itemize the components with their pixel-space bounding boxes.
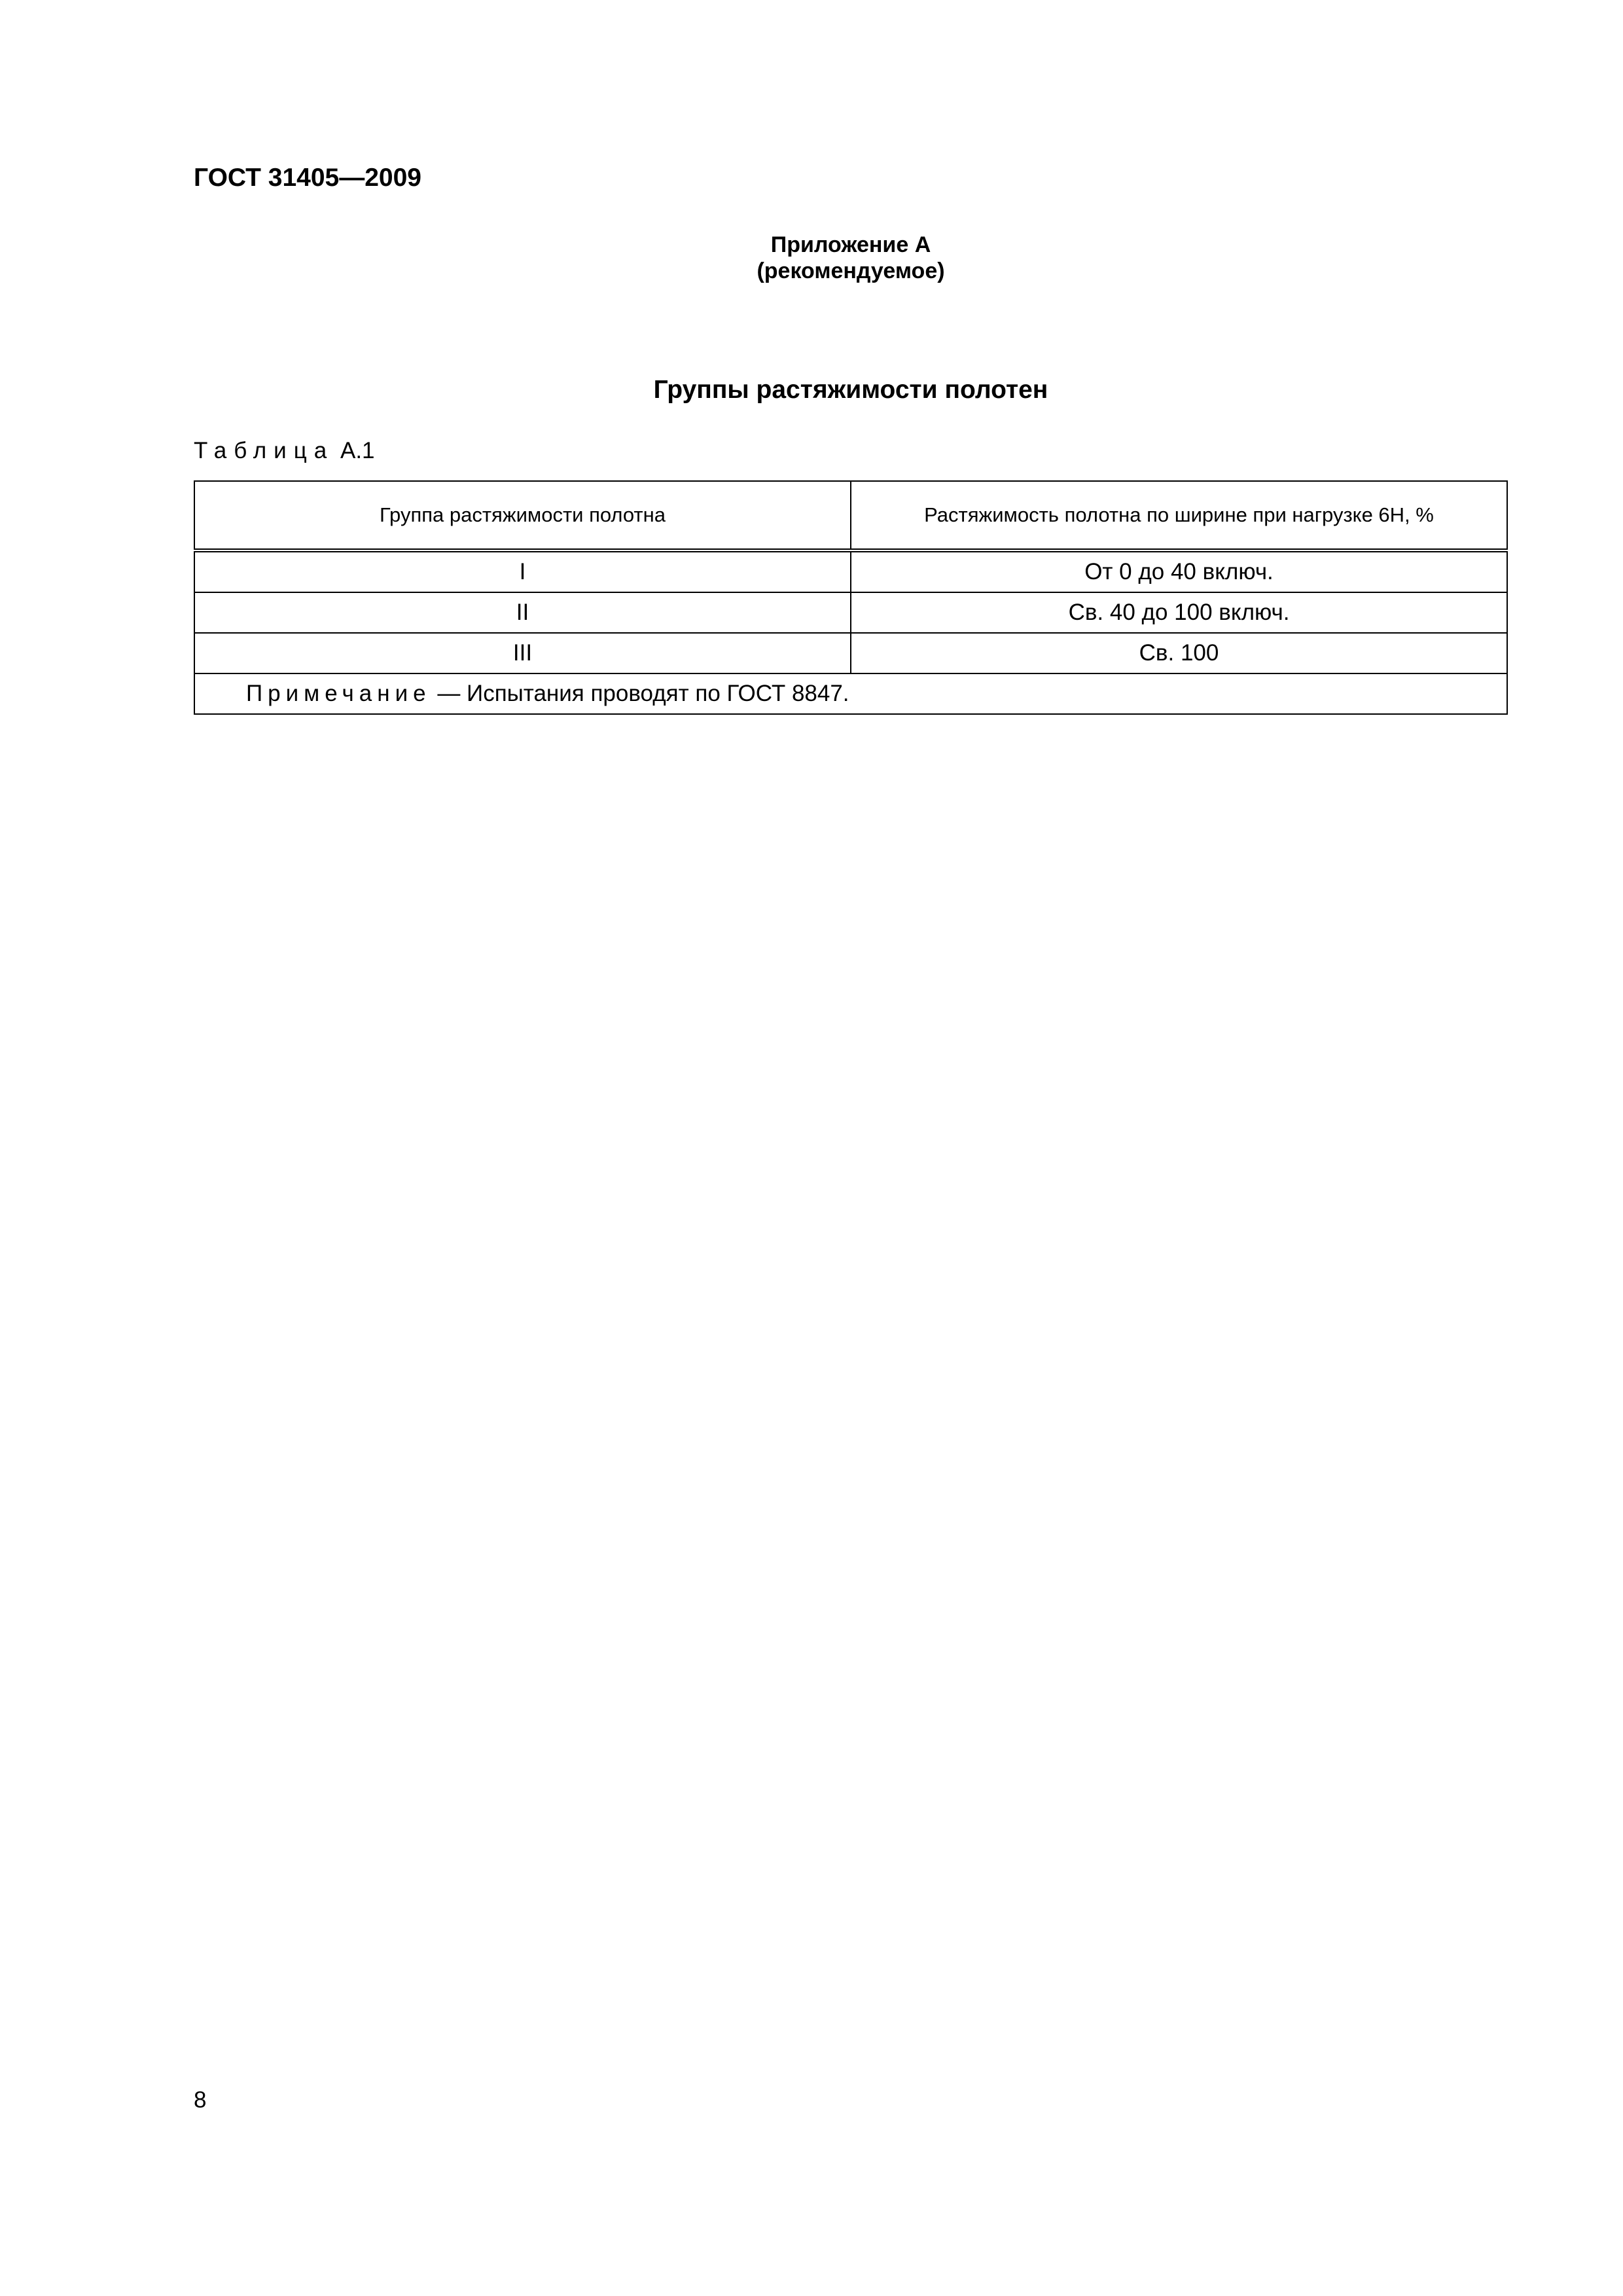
table-header-row xyxy=(194,481,1507,550)
table-row xyxy=(194,592,1507,633)
table-cell-group: III xyxy=(194,633,851,673)
table-note xyxy=(194,673,1507,714)
table-caption-label: Таблица xyxy=(194,438,334,463)
page-number: 8 xyxy=(194,2087,207,2113)
appendix-heading xyxy=(753,232,949,284)
table-caption-number: А.1 xyxy=(340,438,375,463)
appendix-status: (рекомендуемое) xyxy=(757,259,945,283)
appendix-title: Приложение А xyxy=(770,232,931,257)
table-row xyxy=(194,633,1507,673)
table-cell-stretch: От 0 до 40 включ. xyxy=(851,550,1507,592)
table-note-row xyxy=(194,673,1507,714)
document-code: ГОСТ 31405—2009 xyxy=(194,164,421,192)
section-title: Группы растяжимости полотен xyxy=(653,376,1048,404)
column-header: Группа растяжимости полотна xyxy=(194,481,851,550)
table-row xyxy=(194,550,1507,592)
note-label: Примечание xyxy=(246,681,431,706)
table-cell-group: II xyxy=(194,592,851,633)
column-header: Растяжимость полотна по ширине при нагрузке 6Н, % xyxy=(851,481,1507,550)
table-cell-stretch: Св. 100 xyxy=(851,633,1507,673)
table-cell-group: I xyxy=(194,550,851,592)
table-container xyxy=(194,480,1507,715)
table-caption xyxy=(194,437,375,465)
stretch-groups-table xyxy=(194,480,1508,715)
note-text: — Испытания проводят по ГОСТ 8847. xyxy=(431,681,849,706)
table-cell-stretch: Св. 40 до 100 включ. xyxy=(851,592,1507,633)
